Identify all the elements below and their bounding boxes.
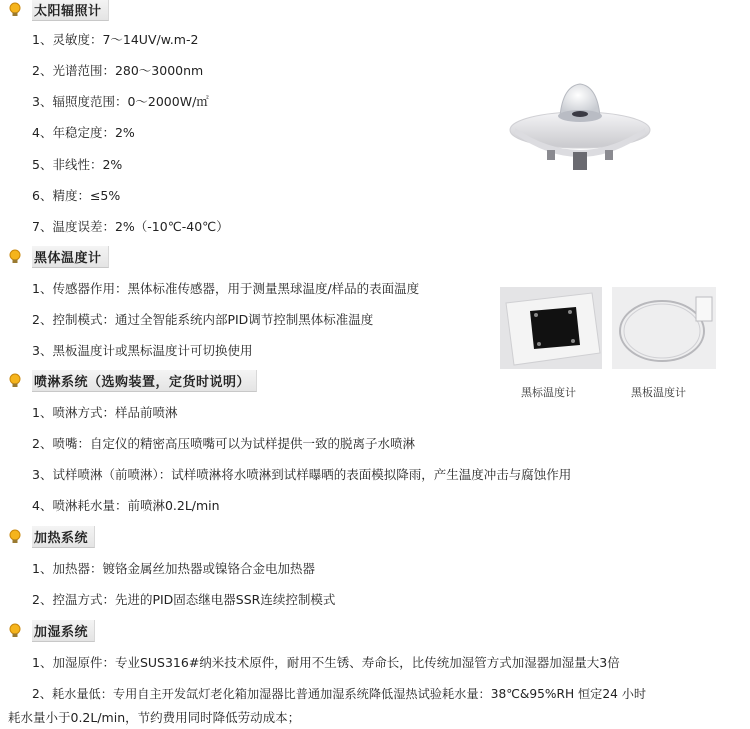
section-title-solar-radiometer <box>8 0 109 20</box>
lightbulb-icon <box>8 623 22 639</box>
black-panel-thermometer-image <box>612 287 716 369</box>
section-title-heating-system <box>8 527 95 547</box>
spec-line: 7、温度误差：2%（-10℃-40℃） <box>32 219 229 234</box>
lightbulb-icon <box>8 249 22 265</box>
section-heading: 黑体温度计 <box>32 246 109 268</box>
spec-line: 2、喷嘴：自定仪的精密高压喷嘴可以为试样提供一致的脱离子水喷淋 <box>32 436 415 451</box>
spec-line: 2、控温方式：先进的PID固态继电器SSR连续控制模式 <box>32 592 336 607</box>
section-heading: 太阳辐照计 <box>32 0 109 21</box>
spec-line: 3、试样喷淋（前喷淋）：试样喷淋将水喷淋到试样曝晒的表面模拟降雨，产生温度冲击与腐蚀作用 <box>32 467 572 482</box>
spec-line: 4、喷淋耗水量：前喷淋0.2L/min <box>32 498 220 513</box>
spec-line: 3、黑板温度计或黑标温度计可切换使用 <box>32 343 253 358</box>
caption-black-standard: 黑标温度计 <box>521 386 576 399</box>
lightbulb-icon <box>8 2 22 18</box>
spec-line: 1、加湿原件：专业SUS316#纳米技术原件，耐用不生锈、寿命长，比传统加湿管方式加湿器加湿量大3倍 <box>32 655 620 670</box>
spec-line: 1、灵敏度：7～14UV/w.m-2 <box>32 32 199 47</box>
spec-line: 2、控制模式：通过全智能系统内部PID调节控制黑体标准温度 <box>32 312 374 327</box>
section-heading: 加湿系统 <box>32 620 95 642</box>
spec-line: 6、精度：≤5% <box>32 188 121 203</box>
spec-line: 3、辐照度范围：0～2000W/㎡ <box>32 94 209 109</box>
spec-line: 1、传感器作用：黑体标准传感器，用于测量黑球温度/样品的表面温度 <box>32 281 420 296</box>
spec-line: 4、年稳定度：2% <box>32 125 135 140</box>
spec-line: 2、光谱范围：280～3000nm <box>32 63 204 78</box>
spec-line: 1、喷淋方式：样品前喷淋 <box>32 405 178 420</box>
spec-line-continuation: 耗水量小于0.2L/min，节约费用同时降低劳动成本； <box>8 710 301 725</box>
lightbulb-icon <box>8 529 22 545</box>
caption-black-panel: 黑板温度计 <box>631 386 686 399</box>
section-title-humidification-system <box>8 621 95 641</box>
section-heading: 喷淋系统（选购装置，定货时说明） <box>32 370 257 392</box>
section-title-blackbody-thermometer <box>8 247 109 267</box>
section-heading: 加热系统 <box>32 526 95 548</box>
spec-line: 2、耗水量低：专用自主开发氙灯老化箱加湿器比普通加湿系统降低湿热试验耗水量：38℃&95%RH 恒定24 小时 <box>32 687 647 701</box>
spec-line: 5、非线性：2% <box>32 157 123 172</box>
pyranometer-image <box>505 72 655 182</box>
black-standard-thermometer-image <box>500 287 602 369</box>
lightbulb-icon <box>8 373 22 389</box>
spec-line: 1、加热器：镀铬金属丝加热器或镍铬合金电加热器 <box>32 561 315 576</box>
section-title-spray-system <box>8 371 257 391</box>
